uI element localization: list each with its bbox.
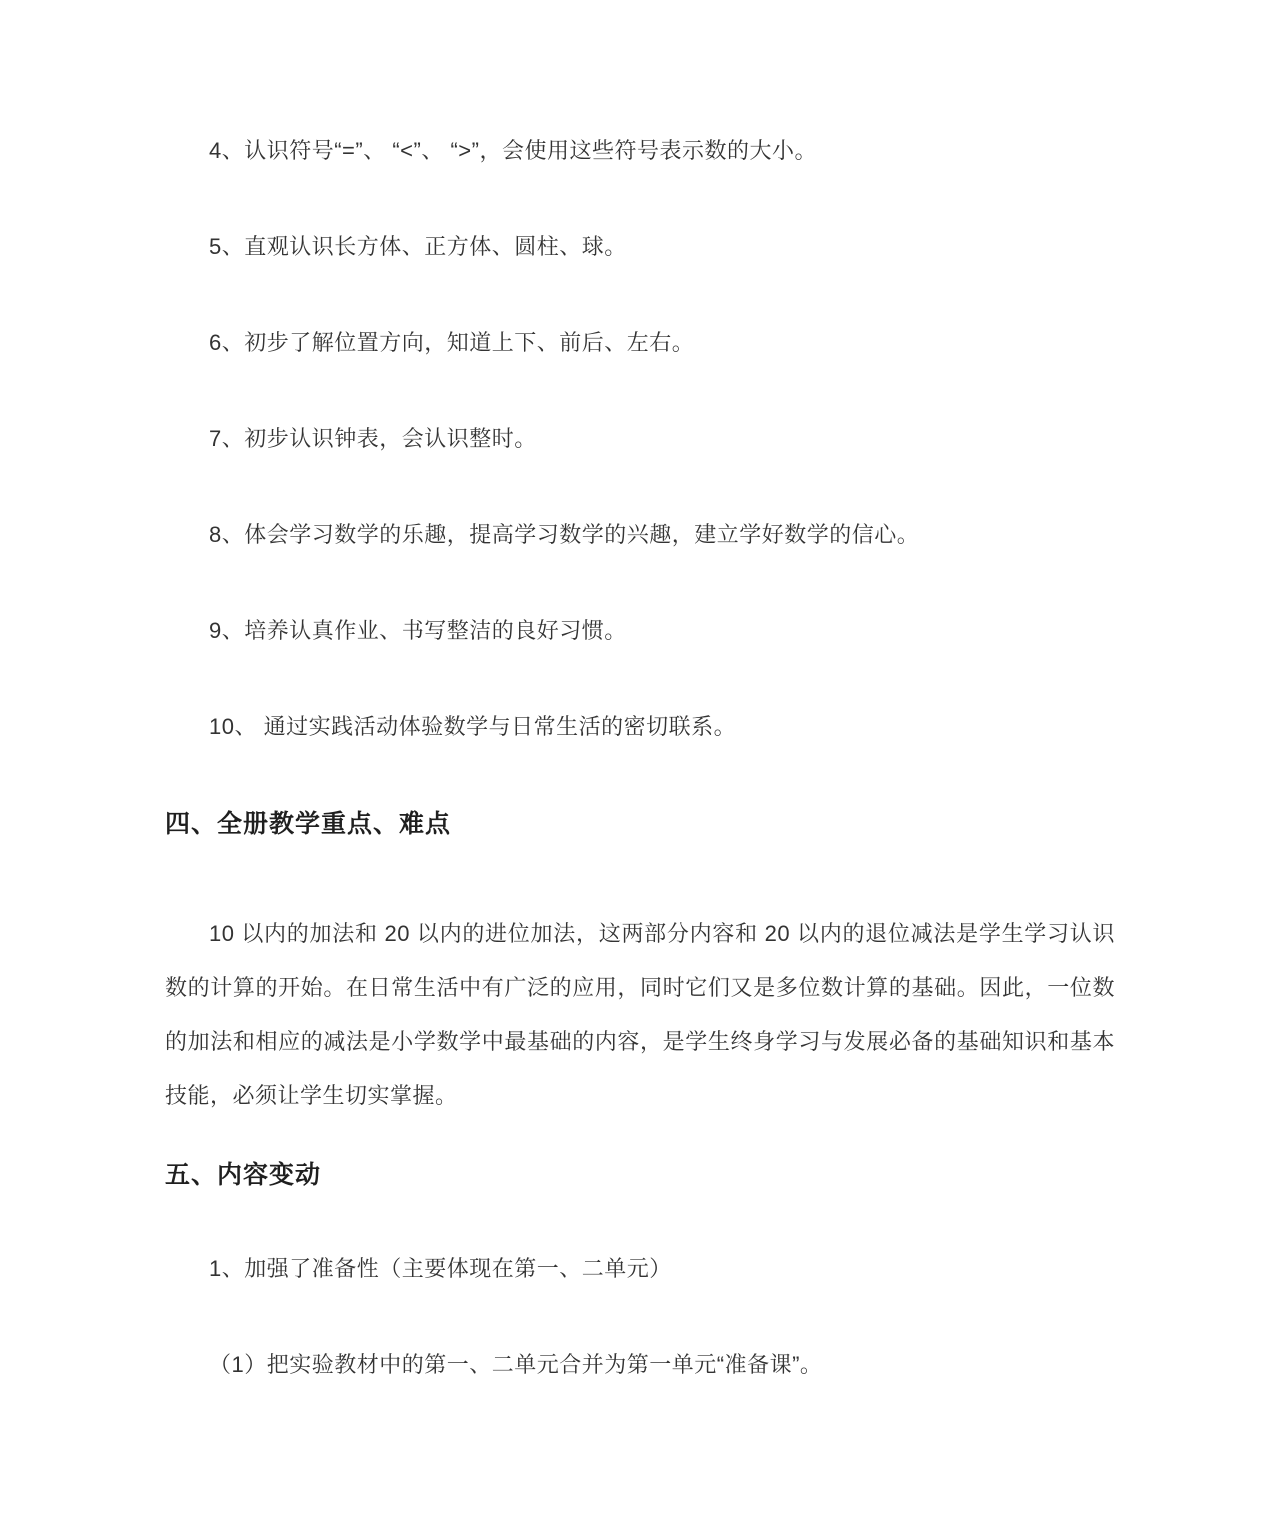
list-item-10: 10、 通过实践活动体验数学与日常生活的密切联系。 [209, 714, 737, 739]
list-item-9: 9、培养认真作业、书写整洁的良好习惯。 [209, 618, 627, 643]
section-heading-five: 五、内容变动 [165, 1161, 322, 1189]
section-four-paragraph: 10 以内的加法和 20 以内的进位加法，这两部分内容和 20 以内的退位减法是学生学习认识数的计算的开始。在日常生活中有广泛的应用，同时它们又是多位数计算的基础。因此，一位数的加法和相应的减法是小学数学中最基础的内容，是学生终身学习与发展必备的基础知识和基本技能，必须让学生切实掌握。 [165, 921, 1115, 1108]
list-item-change-1: 1、加强了准备性（主要体现在第一、二单元） [209, 1256, 672, 1281]
list-item-change-1-1: （1）把实验教材中的第一、二单元合并为第一单元“准备课”。 [209, 1352, 823, 1377]
list-item-5: 5、直观认识长方体、正方体、圆柱、球。 [209, 234, 627, 259]
list-item-4: 4、认识符号“=”、 “<”、 “>”，会使用这些符号表示数的大小。 [209, 138, 817, 163]
list-item-7: 7、初步认识钟表，会认识整时。 [209, 426, 537, 451]
list-item-8: 8、体会学习数学的乐趣，提高学习数学的兴趣，建立学好数学的信心。 [209, 522, 920, 547]
section-heading-four: 四、全册教学重点、难点 [165, 810, 452, 838]
list-item-6: 6、初步了解位置方向，知道上下、前后、左右。 [209, 330, 695, 355]
